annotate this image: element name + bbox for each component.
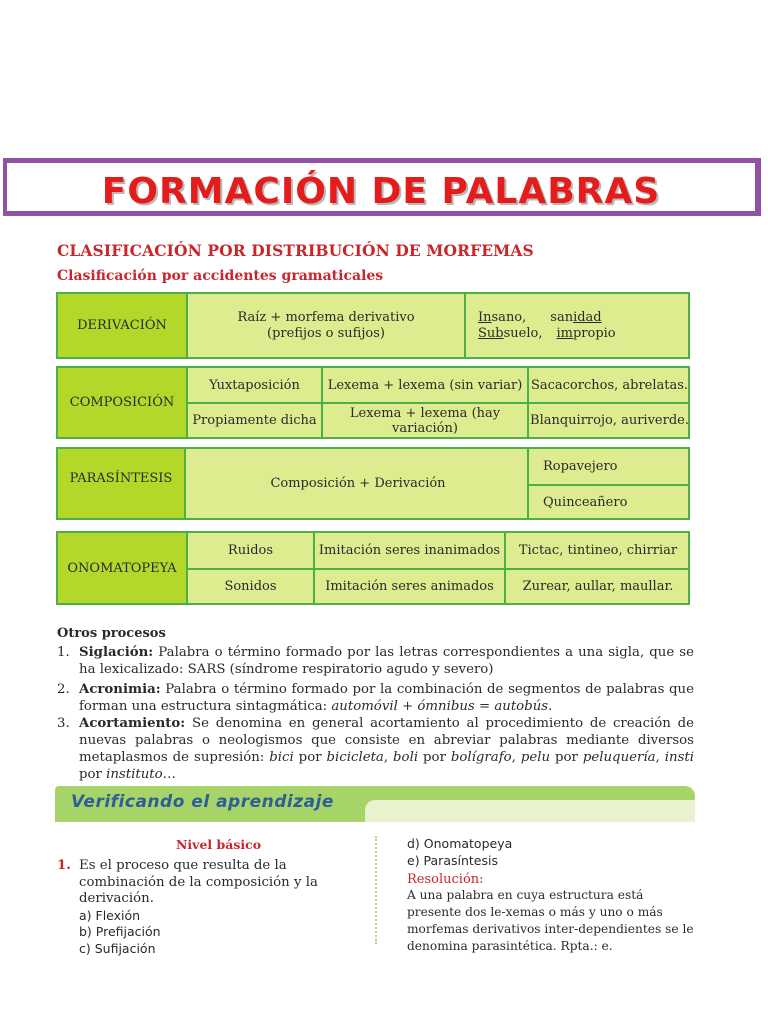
item-text: Palabra o término formado por la combinación de segmentos de palabras que forman una estructura sintagmática: <box>79 682 694 714</box>
por: por <box>293 750 327 765</box>
ex-propio: propio <box>572 325 616 341</box>
parasintesis-example-1: Ropavejero <box>543 459 618 474</box>
onomatopeya-box <box>56 531 690 605</box>
onoma-rule-1: Imitación seres inanimados <box>318 543 501 558</box>
ex-san: san <box>550 309 574 325</box>
option-c: c) Sufijación <box>79 940 156 956</box>
onoma-type-2: Sonidos <box>224 579 277 594</box>
derivacion-box <box>56 292 690 359</box>
question-1 <box>57 858 372 957</box>
pair-full: peluquería <box>582 750 656 765</box>
pair-short: boli <box>393 750 419 765</box>
ex-suelo: suelo, <box>503 325 543 341</box>
question-text: Es el proceso que resulta de la combinación de la composición y la derivación. <box>79 858 318 906</box>
ex-sano: sano, <box>491 309 527 325</box>
por: por <box>550 750 583 765</box>
derivacion-examples <box>478 294 678 357</box>
item-term: Siglación: <box>79 645 154 660</box>
column-divider <box>375 836 377 944</box>
parasintesis-rule: Composición + Derivación <box>270 476 446 491</box>
resolucion-text: A una palabra en cuya estructura está presente dos le-xemas o más y uno o más morfemas derivativos inter-dependientes se le denomina parasintética. Rpta.: e. <box>407 888 694 953</box>
nivel-label: Nivel básico <box>176 837 262 852</box>
comp-example-1: Sacacorchos, abrelatas. <box>530 377 689 393</box>
onoma-rule-2: Imitación seres animados <box>325 579 494 594</box>
item-term: Acronimia: <box>79 682 161 697</box>
onoma-example-1: Tictac, tintineo, chirriar <box>518 543 678 558</box>
pair-short: bici <box>269 750 294 765</box>
onoma-type-1: Ruidos <box>227 543 274 558</box>
verificando-banner <box>55 786 695 822</box>
pair-full: bicicleta <box>326 750 384 765</box>
pair-full: instituto <box>106 767 163 782</box>
pair-short: pelu <box>520 750 551 765</box>
item-number: 2. <box>57 682 70 697</box>
item-text: Palabra o término formado por las letras correspondientes a una sigla, que se ha lexicalizado: SARS (síndrome respiratorio agudo y severo) <box>79 645 694 677</box>
option-a: a) Flexión <box>79 907 141 923</box>
ex-sub: Sub <box>478 325 504 341</box>
onoma-example-2: Zurear, aullar, maullar. <box>522 579 674 594</box>
derivacion-rule-line1: Raíz + morfema derivativo <box>237 309 415 325</box>
ex-in: In <box>478 309 492 325</box>
por: por <box>79 767 107 782</box>
item-number: 3. <box>57 716 70 731</box>
comp-type-1: Yuxtaposición <box>209 377 300 393</box>
parasintesis-example-2: Quinceañero <box>543 494 628 510</box>
option-b: b) Prefijación <box>79 924 161 939</box>
derivacion-label: DERIVACIÓN <box>58 294 188 357</box>
comp-example-2: Blanquirrojo, auriverde. <box>530 413 689 428</box>
ex-idad: idad <box>573 309 602 325</box>
derivacion-rule <box>188 294 464 357</box>
item-term: Acortamiento: <box>79 716 186 731</box>
ex-im: im <box>556 325 573 341</box>
item-text: Se denomina en general acortamiento al procedimiento de creación de nuevas palabras o neologismos que consiste en abreviar palabras mediante diversos metaplasmos de supresión: <box>79 716 694 765</box>
composicion-box <box>56 366 690 439</box>
parasintesis-label: PARASÍNTESIS <box>58 449 186 518</box>
pair-short: insti <box>664 750 694 765</box>
derivacion-rule-line2: (prefijos o sufijos) <box>267 325 385 341</box>
list-item <box>57 644 694 678</box>
option-d: d) Onomatopeya <box>407 836 513 851</box>
por: por <box>418 750 451 765</box>
option-e: e) Parasíntesis <box>407 852 498 868</box>
question-number: 1. <box>57 858 71 873</box>
ellipsis: … <box>162 767 176 782</box>
right-column <box>407 836 697 955</box>
composicion-label: COMPOSICIÓN <box>58 368 188 437</box>
resolucion-label: Resolución: <box>407 872 484 887</box>
list-item <box>57 681 694 715</box>
list-item: 3. Acortamiento: Se denomina en general acortamiento al procedimiento de creación de nuevas palabras o neologismos que consiste en abreviar palabras mediante diversos metaplasmos de supresión: bici por bicicleta, boli por bolígrafo, pelu por peluquería, insti por instituto… <box>57 716 694 782</box>
section-heading: CLASIFICACIÓN POR DISTRIBUCIÓN DE MORFEMAS <box>57 241 534 260</box>
verificando-title: Verificando el aprendizaje <box>71 792 334 812</box>
item-end: . <box>548 699 553 714</box>
otros-title: Otros procesos <box>57 626 166 641</box>
comp-rule-2: Lexema + lexema (hay variación) <box>349 405 501 436</box>
parasintesis-box <box>56 447 690 520</box>
comp-type-2: Propiamente dicha <box>192 413 317 428</box>
pair-full: bolígrafo <box>450 750 512 765</box>
item-number: 1. <box>57 645 70 660</box>
onomatopeya-label: ONOMATOPEYA <box>58 533 188 603</box>
item-italic: automóvil + ómnibus = autobús <box>331 699 549 714</box>
title-frame <box>3 158 761 216</box>
page-title: FORMACIÓN DE PALABRAS <box>101 171 661 212</box>
comp-rule-1: Lexema + lexema (sin variar) <box>327 377 523 393</box>
section-subheading: Clasificación por accidentes gramaticales <box>57 268 384 284</box>
